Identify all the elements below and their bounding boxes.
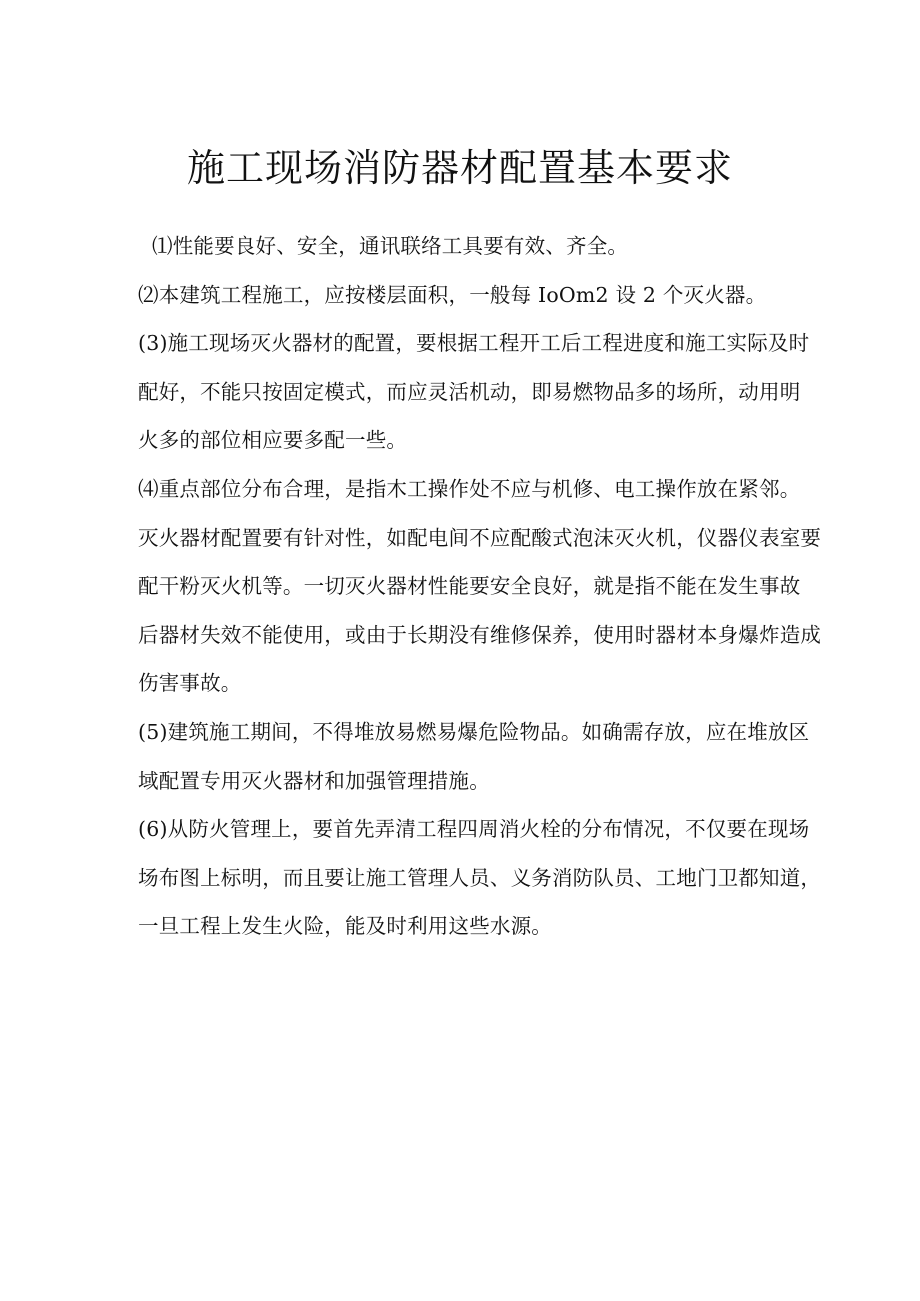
body-line: 场布图上标明，而且要让施工管理人员、义务消防队员、工地门卫都知道， — [138, 865, 822, 890]
body-line: ⑷重点部位分布合理，是指木工操作处不应与机修、电工操作放在紧邻。 — [138, 476, 801, 501]
body-line: 配好，不能只按固定模式，而应灵活机动，即易燃物品多的场所，动用明 — [138, 379, 801, 404]
body-line: 伤害事故。 — [138, 671, 242, 696]
body-line: 配干粉灭火机等。一切灭火器材性能要安全良好，就是指不能在发生事故 — [138, 574, 801, 599]
body-line: ⑵本建筑工程施工，应按楼层面积，一般每 IoOm2 设 2 个灭火器。 — [138, 282, 767, 307]
body-line: 灭火器材配置要有针对性，如配电间不应配酸式泡沫灭火机，仪器仪表室要 — [138, 525, 822, 550]
body-line: 火多的部位相应要多配一些。 — [138, 428, 408, 453]
body-line: (3)施工现场灭火器材的配置，要根据工程开工后工程进度和施工实际及时 — [138, 331, 810, 356]
body-line: (5)建筑施工期间，不得堆放易燃易爆危险物品。如确需存放，应在堆放区 — [138, 719, 810, 744]
document-title: 施工现场消防器材配置基本要求 — [186, 146, 733, 190]
body-line: 一旦工程上发生火险，能及时利用这些水源。 — [138, 914, 552, 939]
body-line: 域配置专用灭火器材和加强管理措施。 — [138, 768, 490, 793]
body-line: ⑴性能要良好、安全，通讯联络工具要有效、齐全。 — [152, 234, 629, 258]
body-line: 后器材失效不能使用，或由于长期没有维修保养，使用时器材本身爆炸造成 — [138, 622, 822, 647]
body-line: (6)从防火管理上，要首先弄清工程四周消火栓的分布情况，不仅要在现场 — [138, 817, 810, 842]
document-body — [138, 222, 822, 951]
